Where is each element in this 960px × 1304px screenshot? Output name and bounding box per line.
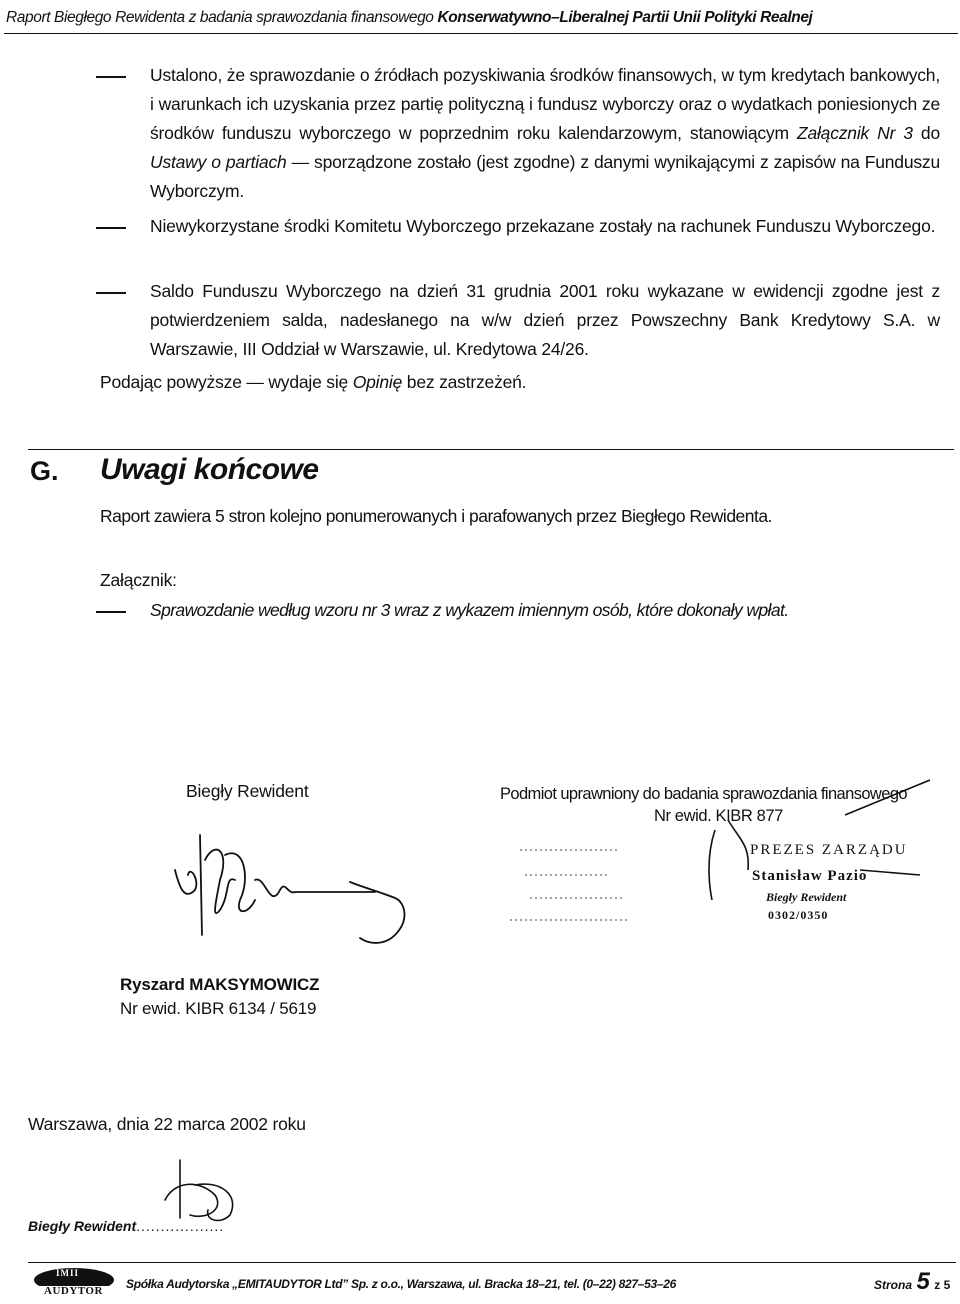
- opinion-word: Opinię: [352, 372, 403, 392]
- auditor-title: Biegły Rewident: [186, 781, 309, 801]
- paragraph-text: Ustalono, że sprawozdanie o źródłach pozyskiwania środków finansowych, w tym kredytach bankowych, i warunkach ich uzyskania przez partię polityczną i fundusz wyborczy oraz o wydatkach poniesionych ze środków funduszu wyborczego w poprzednim roku kalendarzowym, stanowiącym: [150, 65, 940, 143]
- bullet-dash: [96, 76, 126, 78]
- logo-emitaudytor: IMII: [56, 1268, 80, 1278]
- attachment-item: Sprawozdanie według wzoru nr 3 wraz z wykazem imiennym osób, które dokonały wpłat.: [150, 600, 789, 620]
- initials-label: [28, 1218, 224, 1234]
- page-total: z 5: [934, 1278, 951, 1292]
- company-logo: [28, 1266, 120, 1298]
- section-rule: [28, 449, 954, 450]
- header-title: Raport Biegłego Rewidenta z badania sprawozdania finansowego: [6, 9, 438, 26]
- initials-label-text: Biegły Rewident: [28, 1218, 137, 1234]
- paragraph-text: — sporządzone zostało (jest zgodne) z danymi wynikającymi z zapisów na Funduszu Wyborczym.: [150, 152, 940, 201]
- report-pages-note: Raport zawiera 5 stron kolejno ponumerowanych i parafowanych przez Biegłego Rewidenta.: [100, 506, 772, 526]
- bullet-paragraph-3: Saldo Funduszu Wyborczego na dzień 31 grudnia 2001 roku wykazane w ewidencji zgodne jest z potwierdzeniem salda, nadesłanego na w/w dzień przez Powszechny Bank Kredytowy S.A. w Warszawie, III Oddział w Warszawie, ul. Kredytowa 24/26.: [150, 281, 940, 359]
- opinion-statement: [100, 368, 526, 397]
- page-number: [874, 1268, 950, 1296]
- paragraph-text: do: [912, 123, 940, 143]
- attachment-dash: [96, 611, 126, 613]
- initials-dots: ..................: [136, 1218, 225, 1234]
- company-stamp: [500, 820, 940, 940]
- bullet-dash: [96, 227, 126, 229]
- logo-audytor: AUDYTOR: [44, 1285, 103, 1297]
- place-and-date: Warszawa, dnia 22 marca 2002 roku: [28, 1114, 306, 1134]
- auditor-registration: Nr ewid. KIBR 6134 / 5619: [120, 999, 317, 1018]
- auditor-signature: [160, 820, 430, 955]
- opinion-text: bez zastrzeżeń.: [402, 372, 527, 392]
- page-current: 5: [916, 1268, 930, 1295]
- stamp-title: PREZES ZARZĄDU: [750, 842, 908, 858]
- header-rule: [4, 33, 958, 34]
- page-prefix: Strona: [874, 1278, 913, 1292]
- attachment-label: Załącznik:: [100, 570, 177, 590]
- running-header: [6, 9, 956, 27]
- footer-company: Spółka Audytorska „EMITAUDYTOR Ltd” Sp. z o.o., Warszawa, ul. Bracka 18–21, tel. (0–22) 827–53–26: [126, 1277, 677, 1291]
- bullet-dash: [96, 292, 126, 294]
- entity-registration: Nr ewid. KIBR 877: [654, 807, 783, 825]
- auditor-name: Ryszard MAKSYMOWICZ: [120, 975, 320, 994]
- bullet-paragraph-1: [150, 61, 940, 206]
- section-title: Uwagi końcowe: [100, 453, 319, 486]
- header-party-name: Konserwatywno–Liberalnej Partii Unii Polityki Realnej: [437, 9, 813, 26]
- bullet-paragraph-2: Niewykorzystane środki Komitetu Wyborczego przekazane zostały na rachunek Funduszu Wyborczego.: [150, 216, 936, 236]
- opinion-text: Podając powyższe — wydaje się: [100, 372, 353, 392]
- section-letter: G.: [30, 456, 59, 486]
- stamp-graphic: [500, 820, 940, 940]
- attachment-reference: Załącznik Nr 3: [796, 123, 913, 143]
- stamp-name: Stanisław Pazio: [752, 868, 868, 884]
- stamp-number: 0302/0350: [768, 908, 829, 922]
- law-reference: Ustawy o partiach: [150, 152, 287, 172]
- entity-label: Podmiot uprawniony do badania sprawozdania finansowego: [500, 785, 907, 803]
- footer-rule: [28, 1262, 956, 1263]
- stamp-role: Biegły Rewident: [766, 890, 847, 904]
